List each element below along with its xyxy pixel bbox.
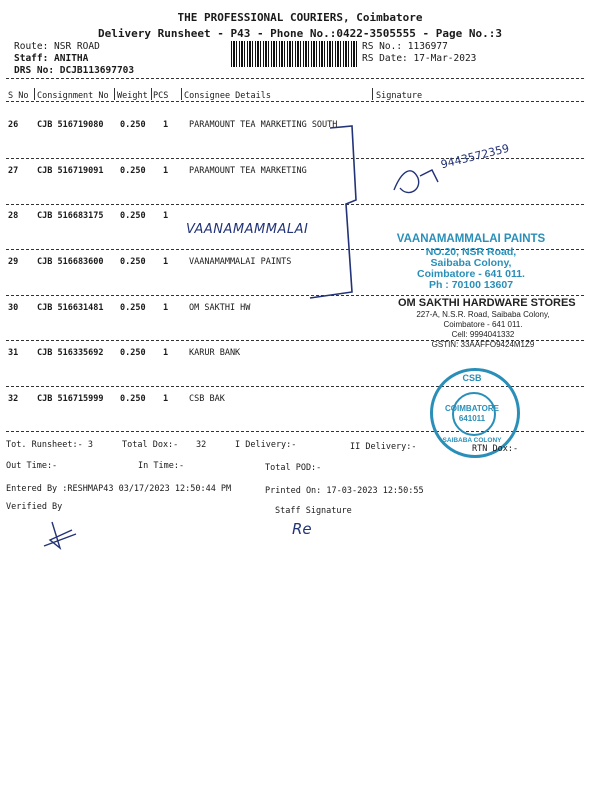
- row-consignee: OM SAKTHI HW: [189, 303, 251, 313]
- row-consignee: PARAMOUNT TEA MARKETING: [189, 166, 307, 176]
- row-consignment: CJB 516719091: [37, 166, 104, 176]
- stamp-paints-line2: Saibaba Colony,: [430, 257, 512, 269]
- total-dox-value: 32: [196, 440, 207, 450]
- column-header-pcs: PCS: [153, 91, 169, 101]
- stamp-paints-line1: NO.20, NSR Road,: [425, 246, 517, 258]
- row-sno: 27: [8, 166, 19, 176]
- row-sno: 29: [8, 257, 19, 267]
- handwritten-consignee: VAANAMAMMALAI: [186, 222, 309, 237]
- row-sno: 31: [8, 348, 19, 358]
- seal-pin-text: 641011: [458, 414, 486, 423]
- signature-scribble: [394, 170, 438, 193]
- row-pcs: 1: [163, 303, 169, 313]
- i-delivery: I Delivery:-: [235, 440, 297, 450]
- rtn-dox: RTN Dox:-: [472, 444, 519, 454]
- row-consignment: CJB 516715999: [37, 394, 104, 404]
- row-pcs: 1: [163, 394, 169, 404]
- row-pcs: 1: [163, 120, 169, 130]
- row-pcs: 1: [163, 166, 169, 176]
- row-consignee: VAANAMAMMALAI PAINTS: [189, 257, 292, 267]
- total-pod: Total POD:-: [265, 463, 322, 473]
- bracket-mark: [310, 126, 356, 298]
- row-consignment: CJB 516683600: [37, 257, 104, 267]
- row-sno: 32: [8, 394, 19, 404]
- column-header-sno: S No: [8, 91, 29, 101]
- column-header-signature: Signature: [376, 91, 423, 101]
- handwritten-phone: 9443572359: [439, 141, 511, 172]
- stamp-paints-line4: Ph : 70100 13607: [428, 279, 514, 291]
- stamp-paints-line3: Coimbatore - 641 011.: [417, 268, 525, 280]
- column-header-consignee: Consignee Details: [184, 91, 271, 101]
- column-header-consignment: Consignment No: [37, 91, 109, 101]
- row-consignment: CJB 516683175: [37, 211, 104, 221]
- row-consignee: KARUR BANK: [189, 348, 241, 358]
- rs-date: RS Date: 17-Mar-2023: [362, 53, 477, 64]
- row-pcs: 1: [163, 211, 169, 221]
- verified-by: Verified By: [6, 502, 63, 512]
- stamp-hardware-name: OM SAKTHI HARDWARE STORES: [398, 297, 576, 309]
- row-consignment: CJB 516631481: [37, 303, 104, 313]
- seal-bottom-text: SAIBABA COLONY: [442, 437, 502, 444]
- ii-delivery: II Delivery:-: [350, 442, 417, 452]
- verified-signature: [44, 522, 76, 548]
- row-sno: 26: [8, 120, 19, 130]
- row-weight: 0.250: [120, 211, 146, 221]
- row-weight: 0.250: [120, 257, 146, 267]
- staff-label: Staff: ANITHA: [14, 53, 89, 64]
- row-pcs: 1: [163, 257, 169, 267]
- company-title: THE PROFESSIONAL COURIERS, Coimbatore: [177, 11, 423, 24]
- seal-city-text: COIMBATORE: [445, 404, 499, 413]
- stamp-hardware-line3: Cell: 9994041332: [451, 330, 515, 339]
- row-pcs: 1: [163, 348, 169, 358]
- stamp-hardware-line4: GSTIN: 33AAFFO9424M1Z9: [431, 340, 535, 349]
- stamp-hardware-line2: Coimbatore - 641 011.: [443, 320, 523, 329]
- row-weight: 0.250: [120, 166, 146, 176]
- route-label: Route: NSR ROAD: [14, 41, 100, 52]
- staff-signature-mark: Re: [292, 520, 312, 538]
- tot-runsheet: Tot. Runsheet:- 3: [6, 440, 93, 450]
- staff-signature: Staff Signature: [275, 506, 352, 516]
- row-sno: 28: [8, 211, 19, 221]
- out-time: Out Time:-: [6, 461, 58, 471]
- in-time: In Time:-: [138, 461, 185, 471]
- column-header-weight: Weight: [117, 91, 148, 101]
- row-weight: 0.250: [120, 348, 146, 358]
- row-weight: 0.250: [120, 120, 146, 130]
- row-consignee: PARAMOUNT TEA MARKETING SOUTH: [189, 120, 338, 130]
- row-weight: 0.250: [120, 303, 146, 313]
- drs-number: DRS No: DCJB113697703: [14, 65, 135, 76]
- row-consignment: CJB 516719080: [37, 120, 104, 130]
- row-consignee: CSB BAK: [189, 394, 225, 404]
- row-sno: 30: [8, 303, 19, 313]
- seal-top-text: CSB: [462, 373, 482, 383]
- entered-by: Entered By :RESHMAP43 03/17/2023 12:50:44 PM: [6, 484, 232, 494]
- stamp-hardware-line1: 227-A, N.S.R. Road, Saibaba Colony,: [416, 310, 550, 319]
- rs-number: RS No.: 1136977: [362, 41, 448, 52]
- printed-on: Printed On: 17-03-2023 12:50:55: [265, 486, 424, 496]
- row-weight: 0.250: [120, 394, 146, 404]
- total-dox-label: Total Dox:-: [122, 440, 179, 450]
- runsheet-subtitle: Delivery Runsheet - P43 - Phone No.:0422-3505555 - Page No.:3: [98, 27, 502, 40]
- stamp-paints-name: VAANAMAMMALAI PAINTS: [396, 233, 546, 245]
- row-consignment: CJB 516335692: [37, 348, 104, 358]
